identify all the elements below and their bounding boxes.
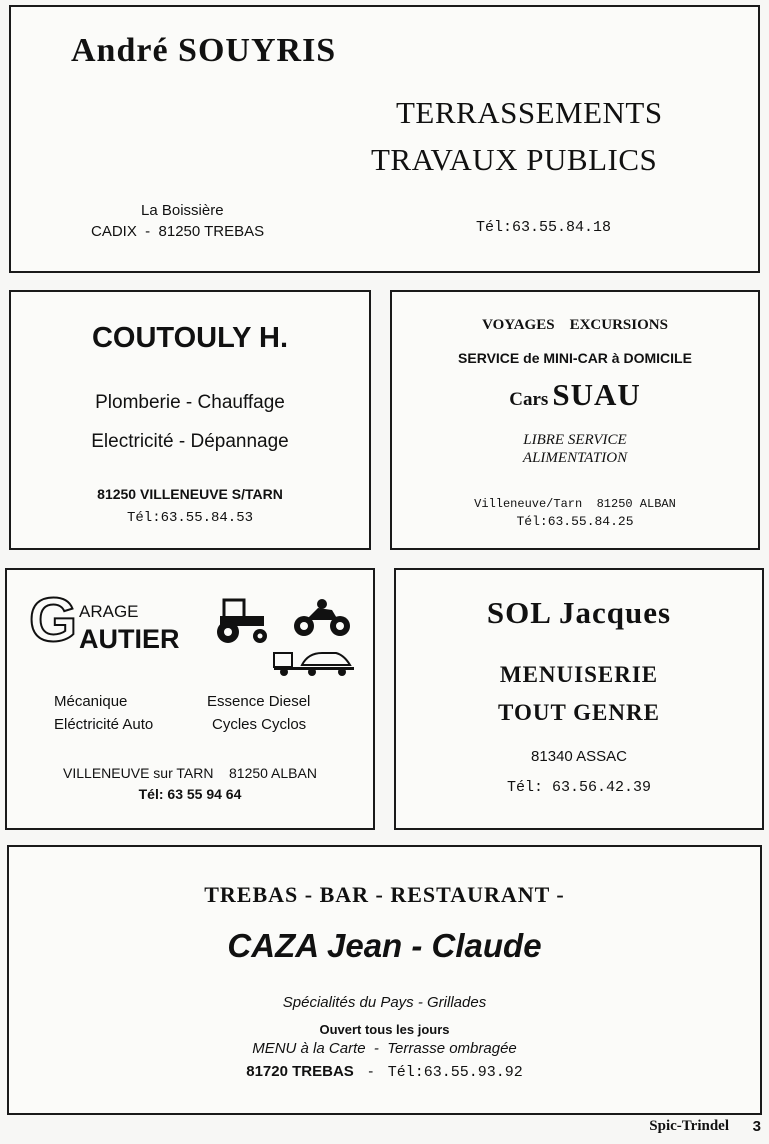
ad-gautier-item3: Eléctricité Auto: [54, 716, 154, 733]
ad-caza-address: 81720 TREBAS: [246, 1063, 354, 1080]
ad-coutouly: [9, 290, 371, 550]
ad-suau-line1: VOYAGES EXCURSIONS: [482, 317, 668, 333]
ad-souyris-line2: TRAVAUX PUBLICS: [371, 142, 658, 177]
ad-sol-line1: MENUISERIE: [499, 662, 659, 687]
tow-truck-icon: [272, 645, 357, 677]
ad-suau-phone: Tél:63.55.84.25: [516, 514, 634, 529]
ad-sol-phone: Tél: 63.56.42.39: [506, 779, 652, 796]
ad-gautier-item2: Essence Diesel: [207, 693, 311, 710]
ad-caza-name: CAZA Jean - Claude: [227, 927, 542, 964]
ad-souyris-address: CADIX - 81250 TREBAS: [91, 223, 265, 240]
ad-coutouly-address: 81250 VILLENEUVE S/TARN: [97, 486, 283, 502]
footer-brand: Spic-Trindel: [649, 1118, 729, 1134]
ad-caza-line3: Ouvert tous les jours: [319, 1022, 450, 1037]
ad-caza-line2: Spécialités du Pays - Grillades: [282, 994, 487, 1011]
ad-suau-name: [392, 377, 758, 413]
ad-coutouly-line1: Plomberie - Chauffage: [95, 392, 285, 413]
ad-suau: [390, 290, 760, 550]
ad-suau-line2: SERVICE de MINI-CAR à DOMICILE: [458, 350, 692, 366]
ad-caza-line1: TREBAS - BAR - RESTAURANT -: [204, 882, 565, 907]
ad-souyris-line1: TERRASSEMENTS: [396, 95, 663, 130]
ad-souyris-place: La Boissière: [141, 202, 224, 219]
motorcycle-icon: [292, 598, 352, 638]
ad-gautier-logo: [29, 586, 199, 658]
ad-sol: [394, 568, 764, 830]
ad-suau-line4: ALIMENTATION: [522, 450, 628, 466]
ad-suau-line3: LIBRE SERVICE: [523, 432, 627, 448]
ad-gautier: [5, 568, 375, 830]
ad-gautier-item1: Mécanique: [54, 693, 128, 710]
ad-caza-phone: Tél:63.55.93.92: [387, 1064, 523, 1081]
ad-souyris-phone: Tél:63.55.84.18: [476, 219, 612, 236]
ad-sol-name: SOL Jacques: [486, 595, 672, 630]
ad-souyris: [9, 5, 760, 273]
ad-gautier-arage: ARAGE: [79, 602, 139, 621]
ad-coutouly-line2: Electricité - Dépannage: [91, 431, 289, 452]
ad-gautier-autier: AUTIER: [79, 624, 180, 654]
ad-caza-sep: -: [368, 1063, 374, 1080]
ad-suau-name-small: Cars: [509, 389, 549, 410]
ad-suau-address: Villeneuve/Tarn 81250 ALBAN: [474, 497, 676, 511]
ad-gautier-g: G: [29, 586, 78, 655]
ad-caza: [7, 845, 762, 1115]
ad-coutouly-name: COUTOULY H.: [91, 322, 289, 354]
page-number: 3: [752, 1118, 761, 1135]
ad-gautier-phone: Tél: 63 55 94 64: [138, 786, 242, 802]
ad-caza-contact: [9, 1063, 760, 1081]
ad-sol-line2: TOUT GENRE: [498, 700, 660, 725]
ad-gautier-item4: Cycles Cyclos: [212, 716, 307, 733]
ad-sol-address: 81340 ASSAC: [531, 748, 627, 765]
ad-caza-line4: MENU à la Carte - Terrasse ombragée: [252, 1040, 517, 1057]
ad-suau-name-big: SUAU: [552, 377, 641, 412]
ad-gautier-address: VILLENEUVE sur TARN 81250 ALBAN: [63, 765, 317, 781]
tractor-icon: [212, 596, 274, 646]
ad-souyris-name: André SOUYRIS: [71, 32, 337, 69]
ad-coutouly-phone: Tél:63.55.84.53: [126, 510, 254, 526]
